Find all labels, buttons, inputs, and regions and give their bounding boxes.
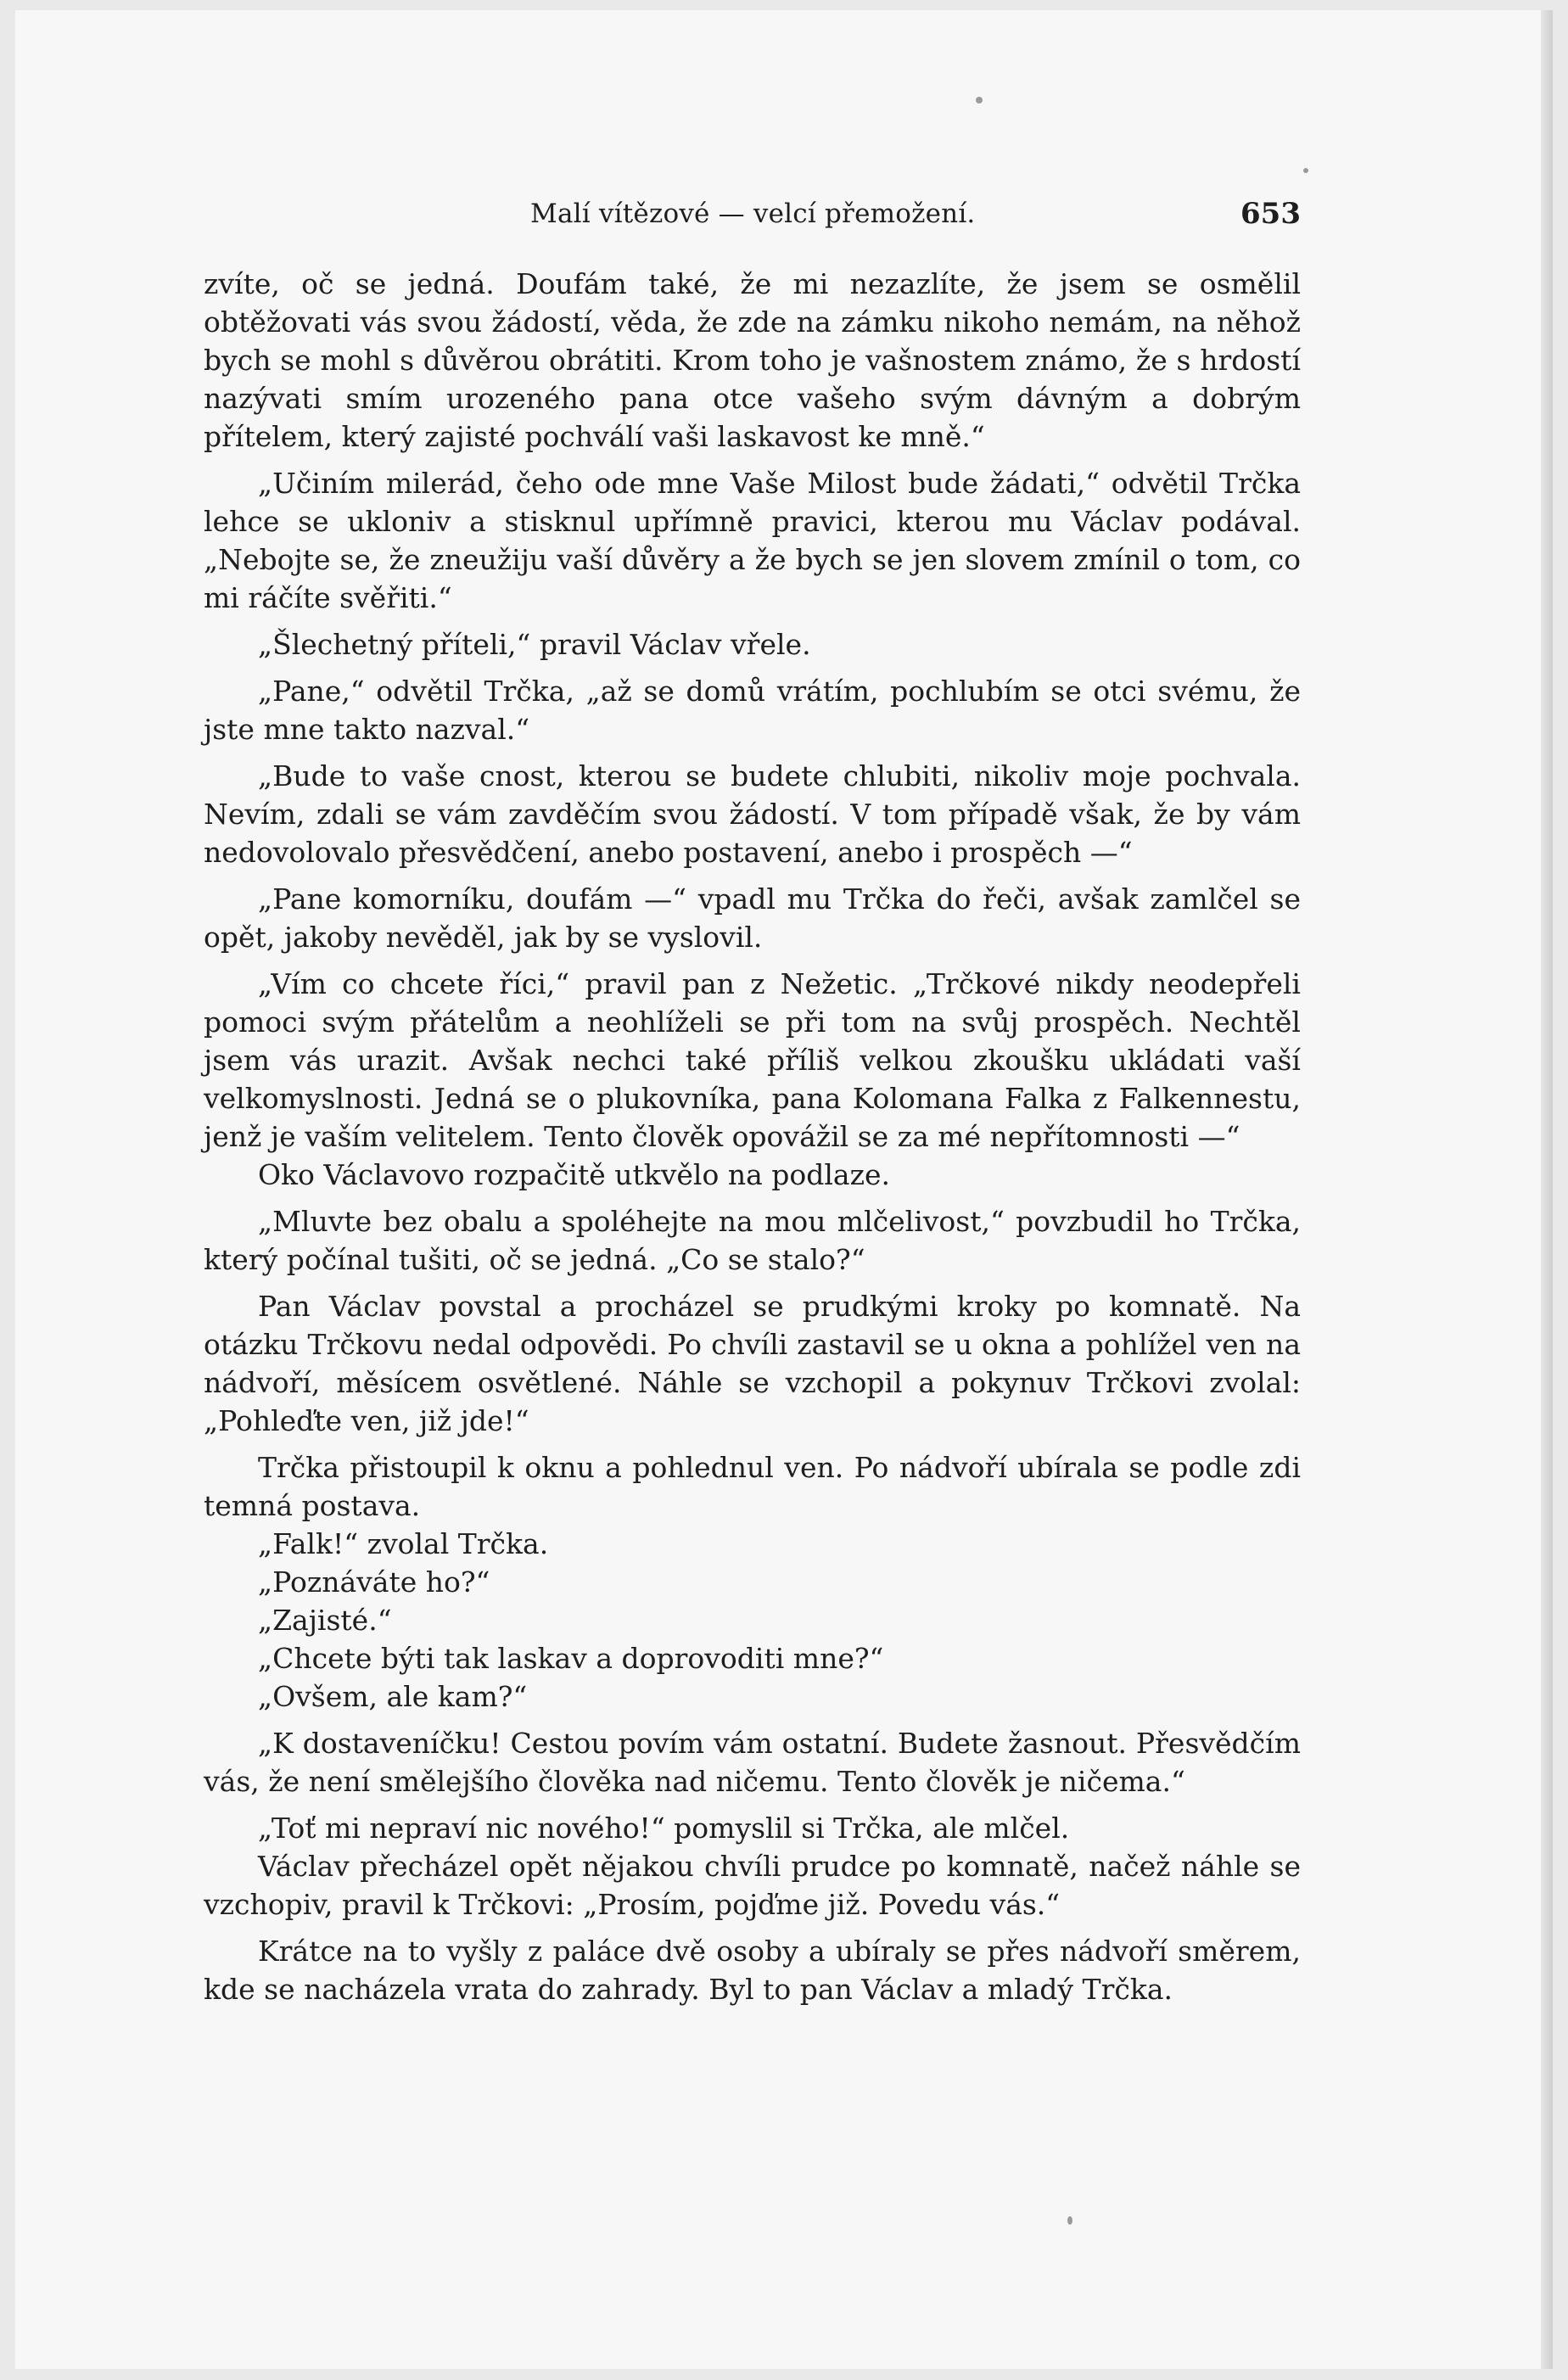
paragraph: Trčka přistoupil k oknu a pohlednul ven. Po nádvoří ubírala se podle zdi temná postava. (204, 1451, 1301, 1522)
body-text (204, 265, 1301, 2017)
page-number: 653 (1240, 197, 1301, 231)
paragraph: „Učiním milerád, čeho ode mne Vaše Milost bude žádati,“ odvětil Trčka lehce se ukloniv a stisknul upřímně pravici, kterou mu Václav podával. „Nebojte se, že zneužiju vaší důvěry a že bych se jen slovem zmínil o tom, co mi ráčíte svěřiti.“ (204, 467, 1301, 614)
paper-speck (1303, 168, 1308, 173)
paragraph: „Šlechetný příteli,“ pravil Václav vřele. (258, 628, 811, 661)
paper-speck (976, 97, 983, 104)
paragraph: „Ovšem, ale kam?“ (258, 1680, 528, 1713)
book-page (15, 10, 1553, 2369)
paragraph: „Falk!“ zvolal Trčka. (258, 1527, 549, 1560)
paragraph: Václav přecházel opět nějakou chvíli prudce po komnatě, načež náhle se vzchopiv, pravil k Trčkovi: „Prosím, pojďme již. Povedu vás.“ (204, 1850, 1301, 1921)
paragraph: „Zajisté.“ (258, 1604, 392, 1637)
paragraph: „Mluvte bez obalu a spoléhejte na mou mlčelivost,“ povzbudil ho Trčka, který počínal tušiti, oč se jedná. „Co se stalo?“ (204, 1205, 1301, 1276)
paragraph: „Toť mi nepraví nic nového!“ pomyslil si Trčka, ale mlčel. (258, 1812, 1070, 1845)
paragraph: „Pane,“ odvětil Trčka, „až se domů vrátím, pochlubím se otci svému, že jste mne takto nazval.“ (204, 675, 1301, 746)
paragraph: „Poznáváte ho?“ (258, 1565, 490, 1599)
paragraph: zvíte, oč se jedná. Doufám také, že mi nezazlíte, že jsem se osmělil obtěžovati vás svou žádostí, věda, že zde na zámku nikoho nemám, na něhož bych se mohl s důvěrou obrátiti. Krom toho je vašnostem známo, že s hrdostí nazývati smím urozeného pana otce vašeho svým dávným a dobrým přítelem, který zajisté pochválí vaši laskavost ke mně.“ (204, 267, 1301, 453)
paragraph: „Bude to vaše cnost, kterou se budete chlubiti, nikoliv moje pochvala. Nevím, zdali se vám zavděčím svou žádostí. V tom případě však, že by vám nedovolovalo přesvědčení, anebo postavení, anebo i prospěch —“ (204, 759, 1301, 869)
paragraph: Krátce na to vyšly z paláce dvě osoby a ubíraly se přes nádvoří směrem, kde se nacházela vrata do zahrady. Byl to pan Václav a mladý Trčka. (204, 1935, 1301, 2006)
running-head (204, 199, 1301, 232)
paragraph: „Pane komorníku, doufám —“ vpadl mu Trčka do řeči, avšak zamlčel se opět, jakoby nevěděl, jak by se vyslovil. (204, 882, 1301, 954)
paragraph: „K dostaveníčku! Cestou povím vám ostatní. Budete žasnout. Přesvědčím vás, že není smělejšího člověka nad ničemu. Tento člověk je ničema.“ (204, 1727, 1301, 1798)
paragraph: „Vím co chcete říci,“ pravil pan z Nežetic. „Trčkové nikdy neodepřeli pomoci svým přátelům a neohlíželi se při tom na svůj prospěch. Nechtěl jsem vás urazit. Avšak nechci také příliš velkou zkoušku ukládati vaší velkomyslnosti. Jedná se o plukovníka, pana Kolomana Falka z Falkennestu, jenž je vaším velitelem. Tento člověk opovážil se za mé nepřítomnosti —“ (204, 967, 1301, 1153)
paragraph: „Chcete býti tak laskav a doprovoditi mne?“ (258, 1642, 884, 1675)
paragraph: Pan Václav povstal a procházel se prudkými kroky po komnatě. Na otázku Trčkovu nedal odpovědi. Po chvíli zastavil se u okna a pohlížel ven na nádvoří, měsícem osvětlené. Náhle se vzchopil a pokynuv Trčkovi zvolal: „Pohleďte ven, již jde!“ (204, 1290, 1301, 1437)
chapter-title: Malí vítězové — velcí přemožení. (530, 199, 976, 229)
page-edge (1541, 10, 1553, 2369)
paper-speck (1067, 2216, 1072, 2225)
paragraph: Oko Václavovo rozpačitě utkvělo na podlaze. (258, 1158, 891, 1191)
